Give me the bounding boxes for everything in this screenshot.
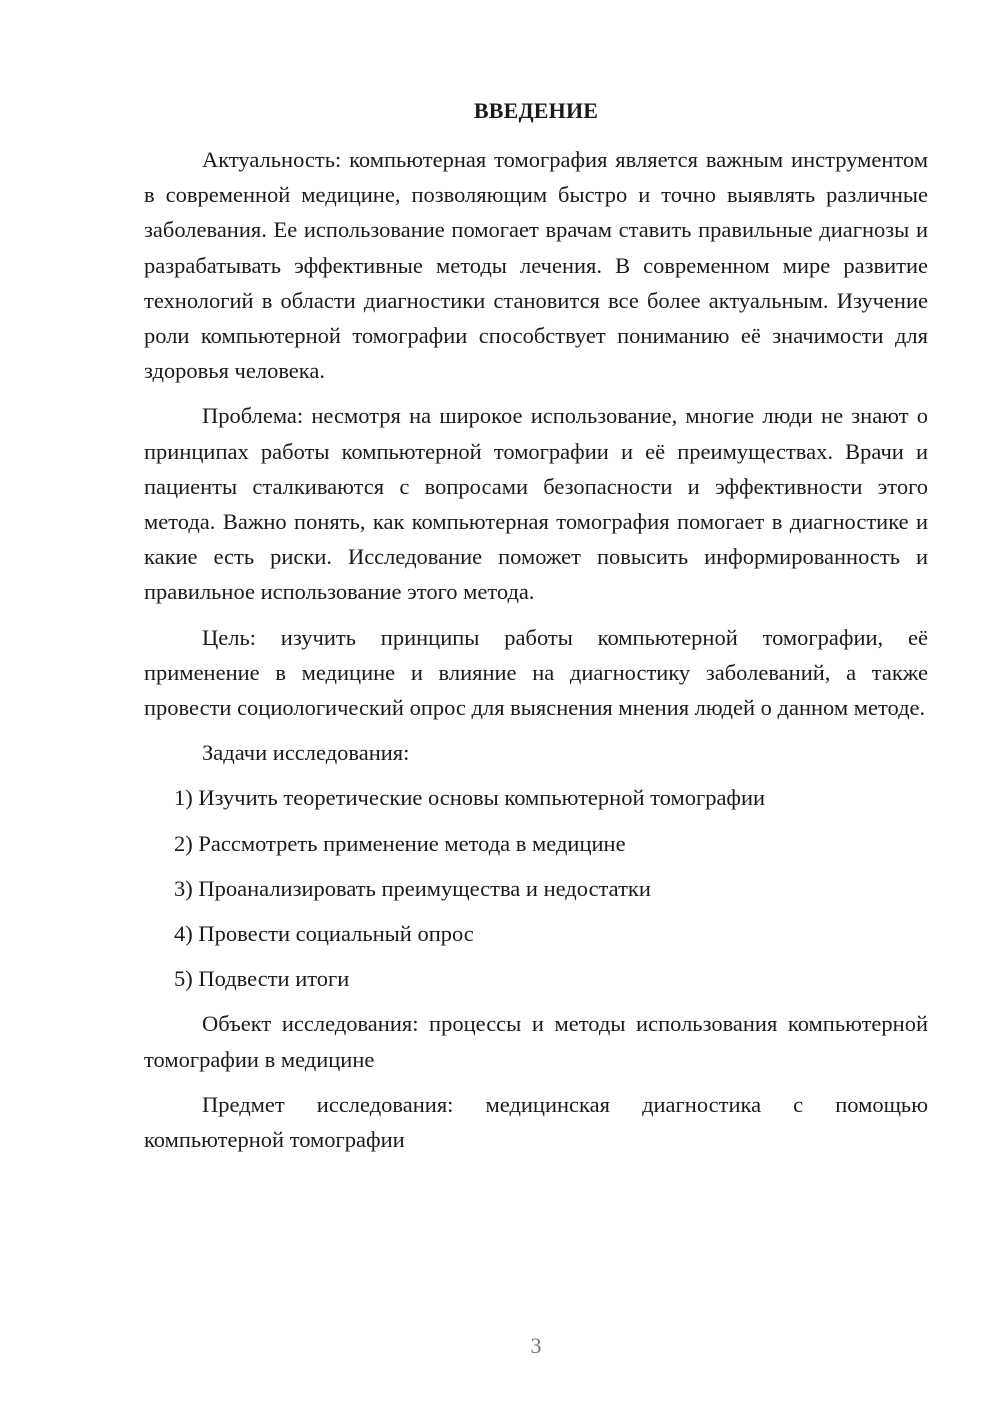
task-item-4: 4) Провести социальный опрос bbox=[174, 921, 474, 947]
problem-paragraph: Проблема: несмотря на широкое использование, многие люди не знают о принципах работы компьютерной томографии и её преимуществах. Врачи и пациенты сталкиваются с вопросами безопасности и эффективности этого метода. Важно понять, как компьютерная томография помогает в диагностике и какие есть риски. Исследование поможет повысить информированность и правильное использование этого метода. bbox=[144, 403, 928, 605]
object-paragraph: Объект исследования: процессы и методы использования компьютерной томографии в медицине bbox=[144, 1011, 928, 1072]
relevance-paragraph: Актуальность: компьютерная томография является важным инструментом в современной медицине, позволяющим быстро и точно выявлять различные заболевания. Ее использование помогает врачам ставить правильные диагнозы и разрабатывать эффективные методы лечения. В современном мире развитие технологий в области диагностики становится все более актуальным. Изучение роли компьютерной томографии способствует пониманию её значимости для здоровья человека. bbox=[144, 147, 928, 384]
tasks-heading: Задачи исследования: bbox=[202, 740, 410, 766]
task-item-3: 3) Проанализировать преимущества и недостатки bbox=[174, 875, 651, 901]
tasks-list bbox=[144, 780, 928, 996]
task-item-2: 2) Рассмотреть применение метода в медицине bbox=[174, 830, 626, 856]
subject-paragraph: Предмет исследования: медицинская диагностика с помощью компьютерной томографии bbox=[144, 1091, 928, 1153]
document-body bbox=[144, 142, 928, 1157]
task-item-1: 1) Изучить теоретические основы компьютерной томографии bbox=[174, 785, 766, 811]
task-item-5: 5) Подвести итоги bbox=[174, 966, 350, 992]
goal-paragraph: Цель: изучить принципы работы компьютерной томографии, её применение в медицине и влияние на диагностику заболеваний, а также провести социологический опрос для выяснения мнения людей о данном методе. bbox=[144, 624, 928, 721]
page-title: ВВЕДЕНИЕ bbox=[473, 98, 599, 123]
page-number: 3 bbox=[530, 1333, 542, 1358]
